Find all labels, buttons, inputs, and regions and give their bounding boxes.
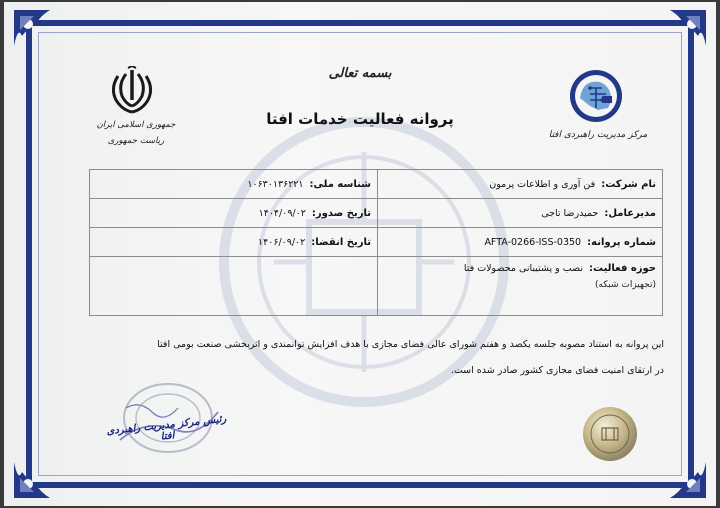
iran-emblem-icon <box>108 66 156 116</box>
table-row <box>90 170 663 199</box>
expiry-date-cell <box>90 228 378 257</box>
corner-ornament-icon <box>654 6 710 62</box>
issue-date-label: تاریخ صدور: <box>311 207 371 219</box>
expiry-date-label: تاریخ انقضا: <box>311 236 371 248</box>
company-name-value: فن آوری و اطلاعات پرمون <box>489 178 596 190</box>
license-number-cell <box>378 228 663 257</box>
emblem-caption-line1: جمهوری اسلامی ایران <box>96 120 176 130</box>
national-id-value: ۱۰۶۳۰۱۳۶۲۲۱ <box>247 178 304 190</box>
emblem-caption-line2: ریاست جمهوری <box>107 136 165 146</box>
license-number-label: شماره پروانه: <box>587 236 656 248</box>
corner-ornament-icon <box>10 446 66 502</box>
empty-cell <box>90 257 378 316</box>
certificate-title: پروانه فعالیت خدمات افتا <box>266 110 454 128</box>
corner-ornament-icon <box>654 446 710 502</box>
scope-value: نصب و پشتیبانی محصولات فتا <box>463 263 583 274</box>
license-details-table <box>89 169 663 316</box>
certificate-body <box>74 332 664 384</box>
hologram-seal-icon <box>580 404 640 464</box>
table-row <box>90 199 663 228</box>
scope-detail: (تجهیزات شبکه) <box>594 280 656 290</box>
national-id-cell <box>90 170 378 199</box>
issue-date-cell <box>90 199 378 228</box>
ceo-value: حمیدرضا تاجی <box>541 207 599 219</box>
basmala: بسمه تعالی <box>328 66 392 81</box>
table-row <box>90 228 663 257</box>
body-line1: این پروانه به استناد مصوبه جلسه یکصد و هفتم شورای عالی فضای مجازی با هدف افزایش توانمندی و اثربخشی صنعت بومی افتا <box>157 339 664 350</box>
license-number-value: AFTA-0266-ISS-0350 <box>484 236 582 248</box>
scope-label: حوزه فعالیت: <box>589 263 656 274</box>
corner-ornament-icon <box>10 6 66 62</box>
ceo-label: مدیرعامل: <box>604 207 656 219</box>
ceo-cell <box>378 199 663 228</box>
issue-date-value: ۱۴۰۴/۰۹/۰۲ <box>258 207 306 219</box>
afta-logo-caption: مرکز مدیریت راهبردی افتا <box>548 130 648 140</box>
expiry-date-value: ۱۴۰۶/۰۹/۰۲ <box>258 236 306 248</box>
table-row <box>90 257 663 316</box>
national-id-label: شناسه ملی: <box>309 178 371 190</box>
body-line2: در ارتقای امنیت فضای مجازی کشور صادر شده است. <box>450 365 664 376</box>
certificate-paper <box>4 2 716 506</box>
company-name-label: نام شرکت: <box>601 178 656 190</box>
company-name-cell <box>378 170 663 199</box>
scope-cell <box>378 257 663 316</box>
afta-logo-icon <box>568 68 624 124</box>
signature-caption: رئیس مرکز مدیریت راهبردی افتا <box>106 413 227 443</box>
